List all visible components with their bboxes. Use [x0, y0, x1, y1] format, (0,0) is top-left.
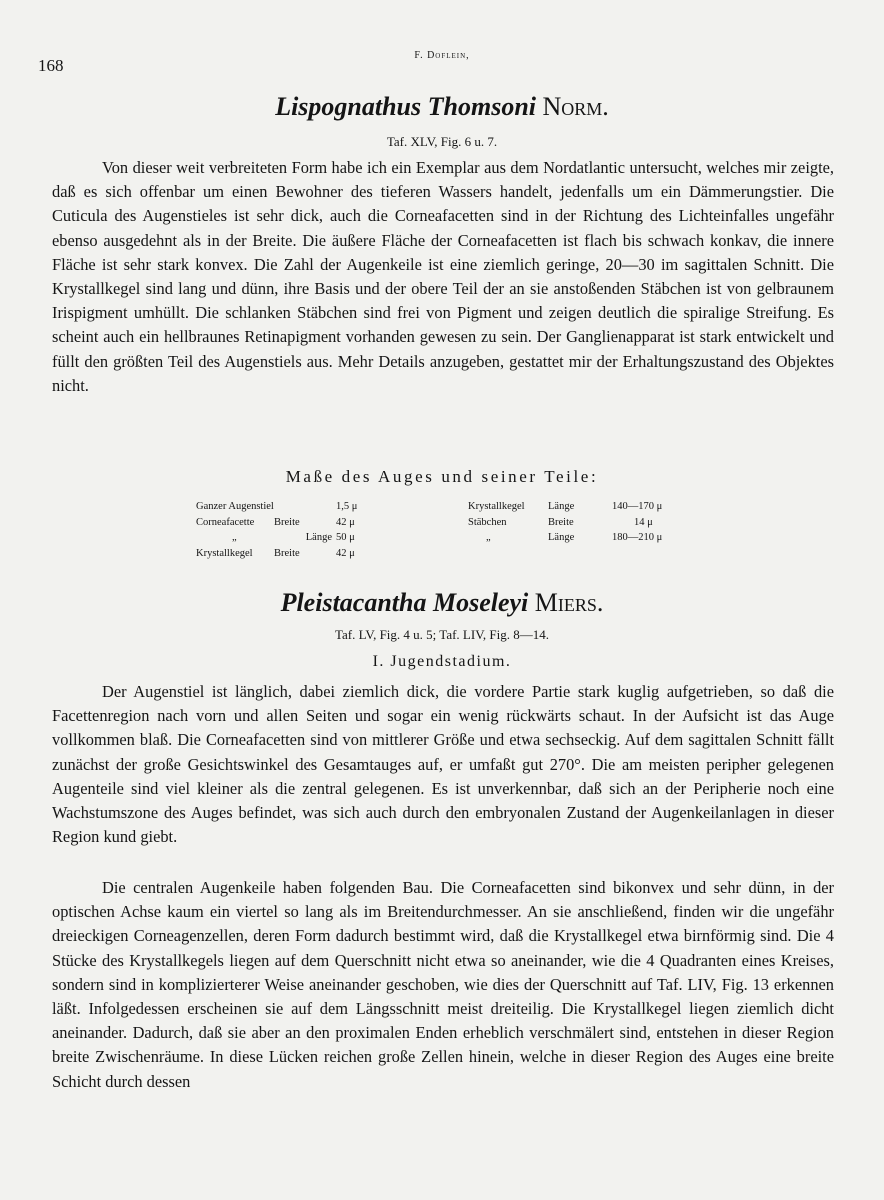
species-author: Norm. — [542, 92, 609, 121]
part-cell: Stäbchen — [468, 516, 507, 528]
measurements-title: Maße des Auges und seiner Teile: — [285, 467, 599, 486]
table-row — [196, 515, 357, 531]
value-cell: 1,5 μ — [336, 501, 358, 512]
part-cell: Ganzer Augenstiel — [196, 501, 274, 512]
paragraph-text: Der Augenstiel ist länglich, dabei ziemlich dick, die vordere Partie stark kuglig aufgetrieben, so daß die Facettenregion nach vorn und allen Seiten und sogar ein wenig rückwärts schaut. In der Aufsicht ist das Auge vollkommen blaß. Die Corneafacetten sind von mittlerer Größe und etwa sechseckig. Auf dem sagittalen Schnitt fällt zunächst der große Gesichtswinkel des Gesamtauges auf, er umfaßt gut 270°. Die am meisten peripher gelegenen Augenteile sind viel kleiner als die zentral gelegenen. Es ist unverkennbar, daß sich an der Peripherie noch eine Wachstumszone des Auges befindet, was sich auch durch den embryonalen Zustand der Augenkeilanlagen in dieser Region kund giebt. — [52, 682, 834, 847]
value-cell: 42 μ — [336, 516, 355, 528]
part-cell: Krystallkegel — [196, 547, 253, 559]
value-cell: 50 μ — [336, 532, 355, 543]
table-row — [468, 499, 662, 515]
dim-cell: Breite — [548, 516, 574, 528]
species-name: Lispognathus Thomsoni — [275, 92, 536, 121]
dim-cell: Breite — [274, 516, 300, 528]
dim-cell: Länge — [548, 532, 575, 543]
dim-cell: Länge — [548, 501, 575, 512]
paragraph-pleistacantha-2 — [52, 876, 834, 1094]
plate-reference-1: Taf. XLV, Fig. 6 u. 7. — [386, 134, 498, 149]
page-number: 168 — [38, 56, 64, 75]
species-title-2 — [0, 588, 884, 618]
table-row — [196, 499, 357, 515]
subsection-title: I. Jugendstadium. — [372, 653, 512, 670]
species-title-1 — [0, 92, 884, 122]
part-cell: „ — [232, 532, 237, 543]
dim-cell: Breite — [274, 547, 300, 559]
table-row — [468, 530, 662, 546]
plate-reference-2: Taf. LV, Fig. 4 u. 5; Taf. LIV, Fig. 8—14. — [334, 627, 550, 642]
value-cell: 14 μ — [634, 516, 653, 528]
paragraph-text: Von dieser weit verbreiteten Form habe ich ein Exemplar aus dem Nordatlantic untersucht, welches mir zeigte, daß es sich offenbar um einen Bewohner des tieferen Wassers handelt, jedenfalls um ein Dämmerungstier. Die Cuticula des Augenstieles ist sehr dick, auch die Corneafacetten sind in der Richtung des Lichteinfalles ungefähr ebenso ausgedehnt als in der Breite. Die äußere Fläche der Corneafacetten ist flach bis schwach konkav, die innere Fläche ist sehr stark konvex. Die Zahl der Augenkeile ist eine ziemlich geringe, 20—30 im sagittalen Schnitt. Die Krystallkegel sind lang und dünn, ihre Basis und der obere Teil der an sie anstoßenden Stäbchen ist von gelbraunem Irispigment umhüllt. Die schlanken Stäbchen sind frei von Pigment und zeigen deutlich die spiralige Streifung. Es scheint auch ein hellbraunes Retinapigment vorhanden gewesen zu sein. Der Ganglienapparat ist stark entwickelt und füllt den größten Teil des Augenstiels aus. Mehr Details anzugeben, gestattet mir der Erhaltungszustand des Objektes nicht. — [52, 158, 834, 395]
part-cell: Krystallkegel — [468, 501, 525, 512]
species-author: Miers. — [534, 588, 604, 617]
table-row — [468, 515, 662, 531]
part-cell: Corneafacette — [196, 516, 255, 528]
value-cell: 140—170 μ — [612, 501, 663, 512]
part-cell: „ — [486, 532, 491, 543]
paragraph-pleistacantha-1 — [52, 680, 834, 849]
table-row — [196, 546, 357, 562]
dim-cell — [274, 499, 336, 515]
running-head: F. Doflein, — [414, 50, 470, 61]
dim-cell: Länge — [305, 532, 332, 543]
value-cell: 180—210 μ — [612, 532, 663, 543]
paragraph-text: Die centralen Augenkeile haben folgenden Bau. Die Corneafacetten sind bikonvex und sehr dünn, in der optischen Achse kaum ein viertel so lang als im Breitendurchmesser. An sie anschließend, finden wir die ungefähr dreieckigen Corneagenzellen, deren Form dadurch bestimmt wird, daß die Krystallkegel etwa birnförmig sind. Die 4 Stücke des Krystallkegels liegen auf dem Querschnitt nicht etwa so aneinander, wie die 4 Quadranten eines Kreises, sondern sind in komplizierterer Weise aneinander geschoben, wie dies der Querschnitt auf Taf. LIV, Fig. 13 erkennen läßt. Infolgedessen erscheinen sie auf dem Längsschnitt meist dreiteilig. Die Krystallkegel liegen ziemlich dicht aneinander. Dadurch, daß sie aber an den proximalen Enden erheblich verschmälert sind, entstehen in dieser Region breite Zwischenräume. In diese Lücken reichen große Zellen hinein, welche in dieser Region des Auges eine breite Schicht durch dessen — [52, 878, 834, 1091]
measurements-table-right — [468, 499, 662, 546]
species-name: Pleistacantha Moseleyi — [280, 588, 529, 617]
value-cell: 42 μ — [336, 547, 355, 559]
measurements-table-left — [196, 499, 357, 561]
table-row — [196, 530, 357, 546]
paragraph-lispognathus — [52, 156, 834, 398]
